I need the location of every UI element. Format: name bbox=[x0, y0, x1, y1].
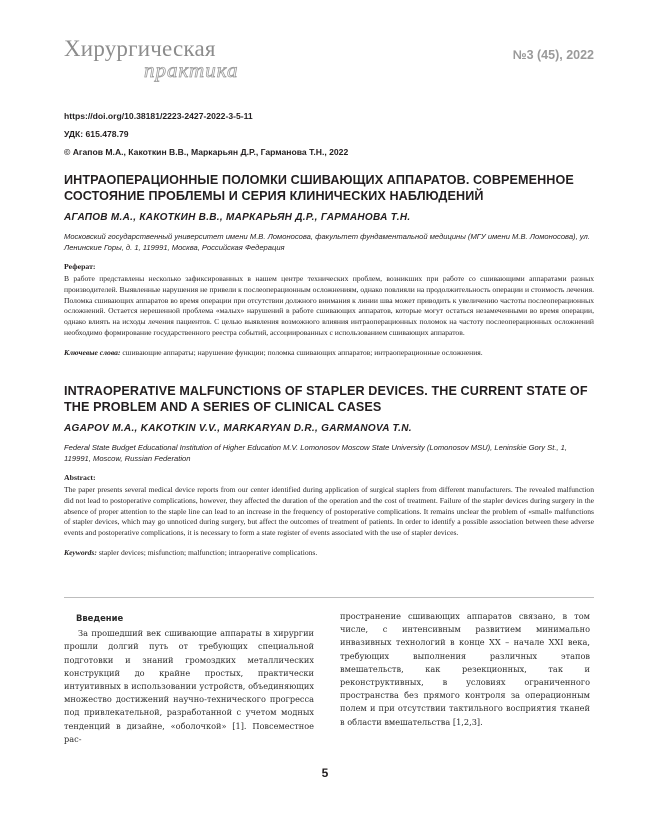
keywords-label-ru: Ключевые слова: bbox=[64, 347, 121, 357]
keywords-ru bbox=[64, 348, 594, 358]
article-meta bbox=[64, 110, 594, 164]
affiliation-ru: Московский государственный университет имени М.В. Ломоносова, факультет фундаментальной медицины (МГУ имени М.В. Ломоносова), ул. Ленинские Горы, д. 1, 119991, Москва, Российская Федерация bbox=[64, 232, 590, 252]
intro-paragraph-right: пространение сшивающих аппаратов связано, в том числе, с интенсивным развитием минимально инвазивных технологий в конце XX – начале XXI века, требующих выполнения различных этапов вмешательств, как резекционных, так и реконструктивных, в условиях ограниченного пространства без прямого контроля за операционным полем и при отсутствии тактильного восприятия тканей в области вмешательства [1,2,3]. bbox=[340, 611, 590, 727]
journal-logo bbox=[64, 36, 239, 82]
english-section bbox=[64, 383, 594, 558]
journal-subtitle: практика bbox=[144, 58, 239, 82]
abstract-label-en: Abstract: bbox=[64, 473, 96, 482]
intro-heading: Введение bbox=[76, 613, 124, 623]
keywords-text-en: stapler devices; misfunction; malfunction; intraoperative complications. bbox=[98, 547, 318, 557]
udc-code: УДК: 615.478.79 bbox=[64, 129, 129, 139]
copyright-line: © Агапов М.А., Какоткин В.В., Маркарьян Д.Р., Гарманова Т.Н., 2022 bbox=[64, 147, 349, 157]
keywords-text-ru: сшивающие аппараты; нарушение функции; поломка сшивающих аппаратов; интраоперационные осложнения. bbox=[122, 347, 483, 357]
section-divider bbox=[64, 597, 594, 598]
page-number: 5 bbox=[321, 766, 329, 780]
keywords-en bbox=[64, 548, 594, 558]
abstract-en: The paper presents several medical device reports from our center identified during application of surgical staplers from different manufacturers. The revealed malfunction did not lead to postoperative complications, however, they affected the duration of the operation and the cost of treatment. Failure of the stapler devices during surgery in the absence of proper attention to the staple line can lead to an increase in the frequency of postoperative complications. It remains unclear the problem of «small» malfunctions of stapler devices, which may go unnoticed during surgery, but affect the outcomes of treatment of patients. In order to identify a possible association between these adverse events and postoperative complications, it is necessary to form a state register of events associated with the use of stapler devices. bbox=[64, 485, 594, 538]
issue-number: №3 (45), 2022 bbox=[512, 48, 594, 62]
body-column-left bbox=[64, 612, 314, 746]
body-column-right bbox=[340, 610, 590, 729]
title-en: INTRAOPERATIVE MALFUNCTIONS OF STAPLER DEVICES. THE CURRENT STATE OF THE PROBLEM AND A SERIES OF CLINICAL CASES bbox=[64, 384, 588, 414]
authors-en: AGAPOV M.A., KAKOTKIN V.V., MARKARYAN D.R., GARMANOVA T.N. bbox=[64, 423, 412, 434]
doi-link[interactable]: https://doi.org/10.38181/2223-2427-2022-3-5-11 bbox=[64, 111, 253, 121]
russian-section bbox=[64, 172, 594, 358]
abstract-label-ru: Реферат: bbox=[64, 262, 96, 271]
authors-ru: АГАПОВ М.А., КАКОТКИН В.В., МАРКАРЬЯН Д.Р., ГАРМАНОВА Т.Н. bbox=[64, 212, 411, 223]
journal-name: Хирургическая bbox=[64, 36, 216, 61]
affiliation-en: Federal State Budget Educational Institution of Higher Education M.V. Lomonosov Moscow State University (Lomonosov MSU), Leninskie Gory St., 1, 119991, Moscow, Russian Federation bbox=[64, 443, 567, 463]
intro-paragraph-left: За прошедший век сшивающие аппараты в хирургии прошли долгий путь от требующих специальной подготовки и знаний громоздких металлических конструкций до крайне простых, практически интуитивных в использовании устройств, объединяющих множество достижений научно-технического прогресса под привлекательной, разработанной с учетом модных тенденций в дизайне, «оболочкой» [1]. Повсеместное рас- bbox=[64, 628, 314, 744]
title-ru: ИНТРАОПЕРАЦИОННЫЕ ПОЛОМКИ СШИВАЮЩИХ АППАРАТОВ. СОВРЕМЕННОЕ СОСТОЯНИЕ ПРОБЛЕМЫ И СЕРИЯ КЛИНИЧЕСКИХ НАБЛЮДЕНИЙ bbox=[64, 173, 574, 203]
keywords-label-en: Keywords: bbox=[64, 547, 97, 557]
abstract-ru: В работе представлены несколько зафиксированных в нашем центре технических проблем, возникших при работе со сшивающими аппаратами разных производителей. Выявленные нарушения не привели к послеоперационным осложнениям, однако повлияли на продолжительность операции и стоимость лечения. Поломка сшивающих аппаратов во время операции при отсутствии должного внимания к линии шва может приводить к увеличению частоты послеоперационных осложнений. Остается нерешенной проблема «малых» нарушений в работе сшивающих аппаратов, которые могут остаться незамеченными во время операции, однако влиять на исходы лечения пациентов. С целью выявления возможного влияния интраоперационных поломок на частоту послеоперационных осложнений необходимо формирование государственного реестра событий, ассоциированных с использованием сшивающих аппаратов. bbox=[64, 274, 594, 337]
